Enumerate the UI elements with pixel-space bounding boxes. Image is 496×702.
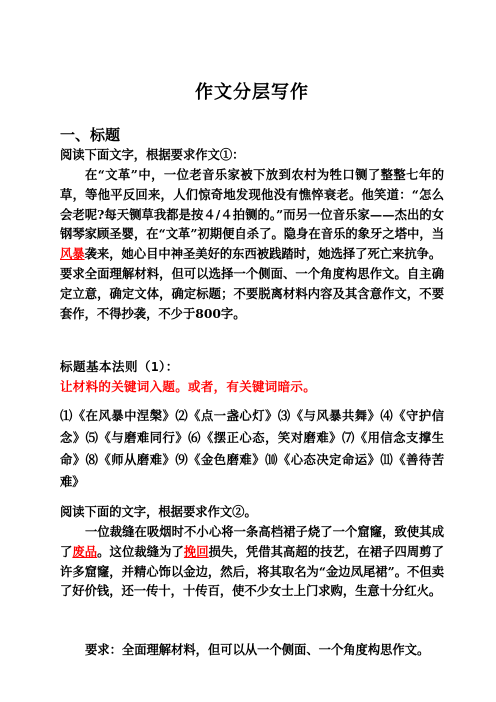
rule-text: 让材料的关键词入题。或者，有关键词暗示。 [60, 379, 317, 394]
task1-intro: 阅读下面文字，根据要求作文①： [60, 147, 245, 162]
keyword-waste: 废品 [72, 543, 98, 559]
task2-intro: 阅读下面的文字，根据要求作文②。 [60, 504, 257, 519]
page-title: 作文分层写作 [195, 82, 309, 103]
task1-requirements: 要求全面理解材料，但可以选择一个侧面、一个角度构思作文。自主确定立意，确定文体，确定标题；不要脱离材料内容及其含意作文，不要套作，不得抄袭，不少于800字。 [60, 266, 444, 321]
keyword-storm: 风暴 [60, 246, 85, 262]
keyword-recover: 挽回 [183, 543, 209, 559]
task1-material: 在“文革”中，一位老音乐家被下放到农村为牲口铡了整整七年的草，等他平反回来，人们惊奇地发现他没有憔悴衰老。他笑道：“怎么会老呢?每天铡草我都是按４/４拍铡的。”而另一位音乐家——杰出的女钢琴家顾圣婴，在“文革”初期便自杀了。隐身在音乐的象牙之塔中，当风暴袭来，她心目中神圣美好的东西被践踏时，她选择了死亡来抗争。 [60, 167, 444, 262]
rule-title: 标题基本法则（1）： [60, 359, 179, 374]
task2-requirements: 要求：全面理解材料，但可以从一个侧面、一个角度构思作文。 [85, 642, 430, 657]
task2-material: 一位裁缝在吸烟时不小心将一条高档裙子烧了一个窟窿，致使其成了废品。这位裁缝为了挽回损失，凭借其高超的技艺，在裙子四周剪了许多窟窿，并精心饰以金边，然后，将其取名为“金边凤尾裙”。不但卖了好价钱，还一传十，十传百，使不少女士上门求购，生意十分红火。 [60, 524, 444, 599]
title-examples: ⑴《在风暴中涅槃》⑵《点一盏心灯》⑶《与风暴共舞》⑷《守护信念》⑸《与磨难同行》⑹《摆正心态，笑对磨难》⑺《用信念支撑生命》⑻《师从磨难》⑼《金色磨难》⑽《心态决定命运》⑾《善待苦难》 [60, 408, 444, 489]
section-heading-title: 一、标题 [60, 126, 121, 144]
